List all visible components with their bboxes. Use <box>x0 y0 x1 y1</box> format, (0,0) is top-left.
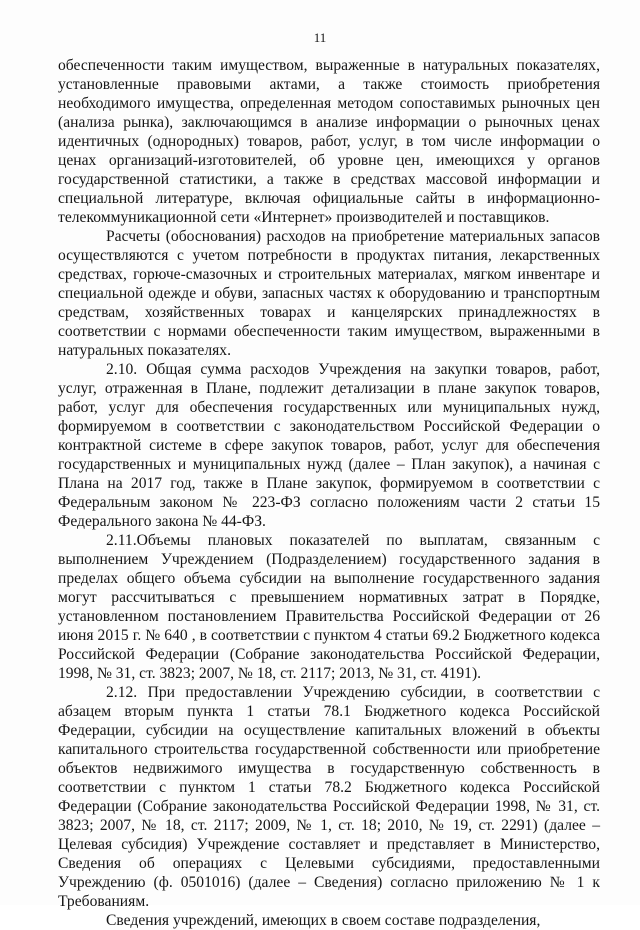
document-body <box>58 56 600 930</box>
paragraph-continuation: обеспеченности таким имуществом, выраженные в натуральных показателях, установленные правовыми актами, а также стоимость приобретения необходимого имущества, определенная методом сопоставимых рыночных цен (анализа рынка), заключающимся в анализе информации о рыночных ценах идентичных (однородных) товаров, работ, услуг, в том числе информации о ценах организаций-изготовителей, об уровне цен, имеющихся у органов государственной статистики, а также в средствах массовой информации и специальной литературе, включая официальные сайты в информационно-телекоммуникационной сети «Интернет» производителей и поставщиков. <box>58 57 600 226</box>
paragraph-subdivisions: Сведения учреждений, имеющих в своем составе подразделения, <box>106 912 541 929</box>
paragraph-2-11: 2.11.Объемы плановых показателей по выплатам, связанным с выполнением Учреждением (Подразделением) государственного задания в пределах общего объема субсидии на выполнение государственного задания могут рассчитываться с превышением нормативных затрат в Порядке, установленном постановлением Правительства Российской Федерации от 26 июня 2015 г. № 640 , в соответствии с пунктом 4 статьи 69.2 Бюджетного кодекса Российской Федерации (Собрание законодательства Российской Федерации, 1998, № 31, ст. 3823; 2007, № 18, ст. 2117; 2013, № 31, ст. 4191). <box>58 532 600 682</box>
page-number: 11 <box>313 30 327 45</box>
paragraph-material-reserves: Расчеты (обоснования) расходов на приобретение материальных запасов осуществляются с учетом потребности в продуктах питания, лекарственных средствах, горюче-смазочных и строительных материалах, мягком инвентаре и специальной одежде и обуви, запасных частях к оборудованию и транспортным средствам, хозяйственных товарах и канцелярских принадлежностях в соответствии с нормами обеспеченности таким имуществом, выраженными в натуральных показателях. <box>58 228 600 359</box>
paragraph-2-12: 2.12. При предоставлении Учреждению субсидии, в соответствии с абзацем вторым пункта 1 статьи 78.1 Бюджетного кодекса Российской Федерации, субсидии на осуществление капитальных вложений в объекты капитального строительства государственной собственности или приобретение объектов недвижимого имущества в государственную собственность в соответствии с пунктом 1 статьи 78.2 Бюджетного кодекса Российской Федерации (Собрание законодательства Российской Федерации 1998, № 31, ст. 3823; 2007, № 18, ст. 2117; 2009, № 1, ст. 18; 2010, № 19, ст. 2291) (далее – Целевая субсидия) Учреждение составляет и представляет в Министерство, Сведения об операциях с Целевыми субсидиями, предоставленными Учреждению (ф. 0501016) (далее – Сведения) согласно приложению № 1 к Требованиям. <box>58 684 600 910</box>
paragraph-2-10: 2.10. Общая сумма расходов Учреждения на закупки товаров, работ, услуг, отраженная в Плане, подлежит детализации в плане закупок товаров, работ, услуг для обеспечения государственных или муниципальных нужд, формируемом в соответствии с законодательством Российской Федерации о контрактной системе в сфере закупок товаров, работ, услуг для обеспечения государственных и муниципальных нужд (далее – План закупок), а начиная с Плана на 2017 год, также в Плане закупок, формируемом в соответствии с Федеральным законом № 223-ФЗ согласно положениям части 2 статьи 15 Федерального закона № 44-ФЗ. <box>58 361 600 530</box>
